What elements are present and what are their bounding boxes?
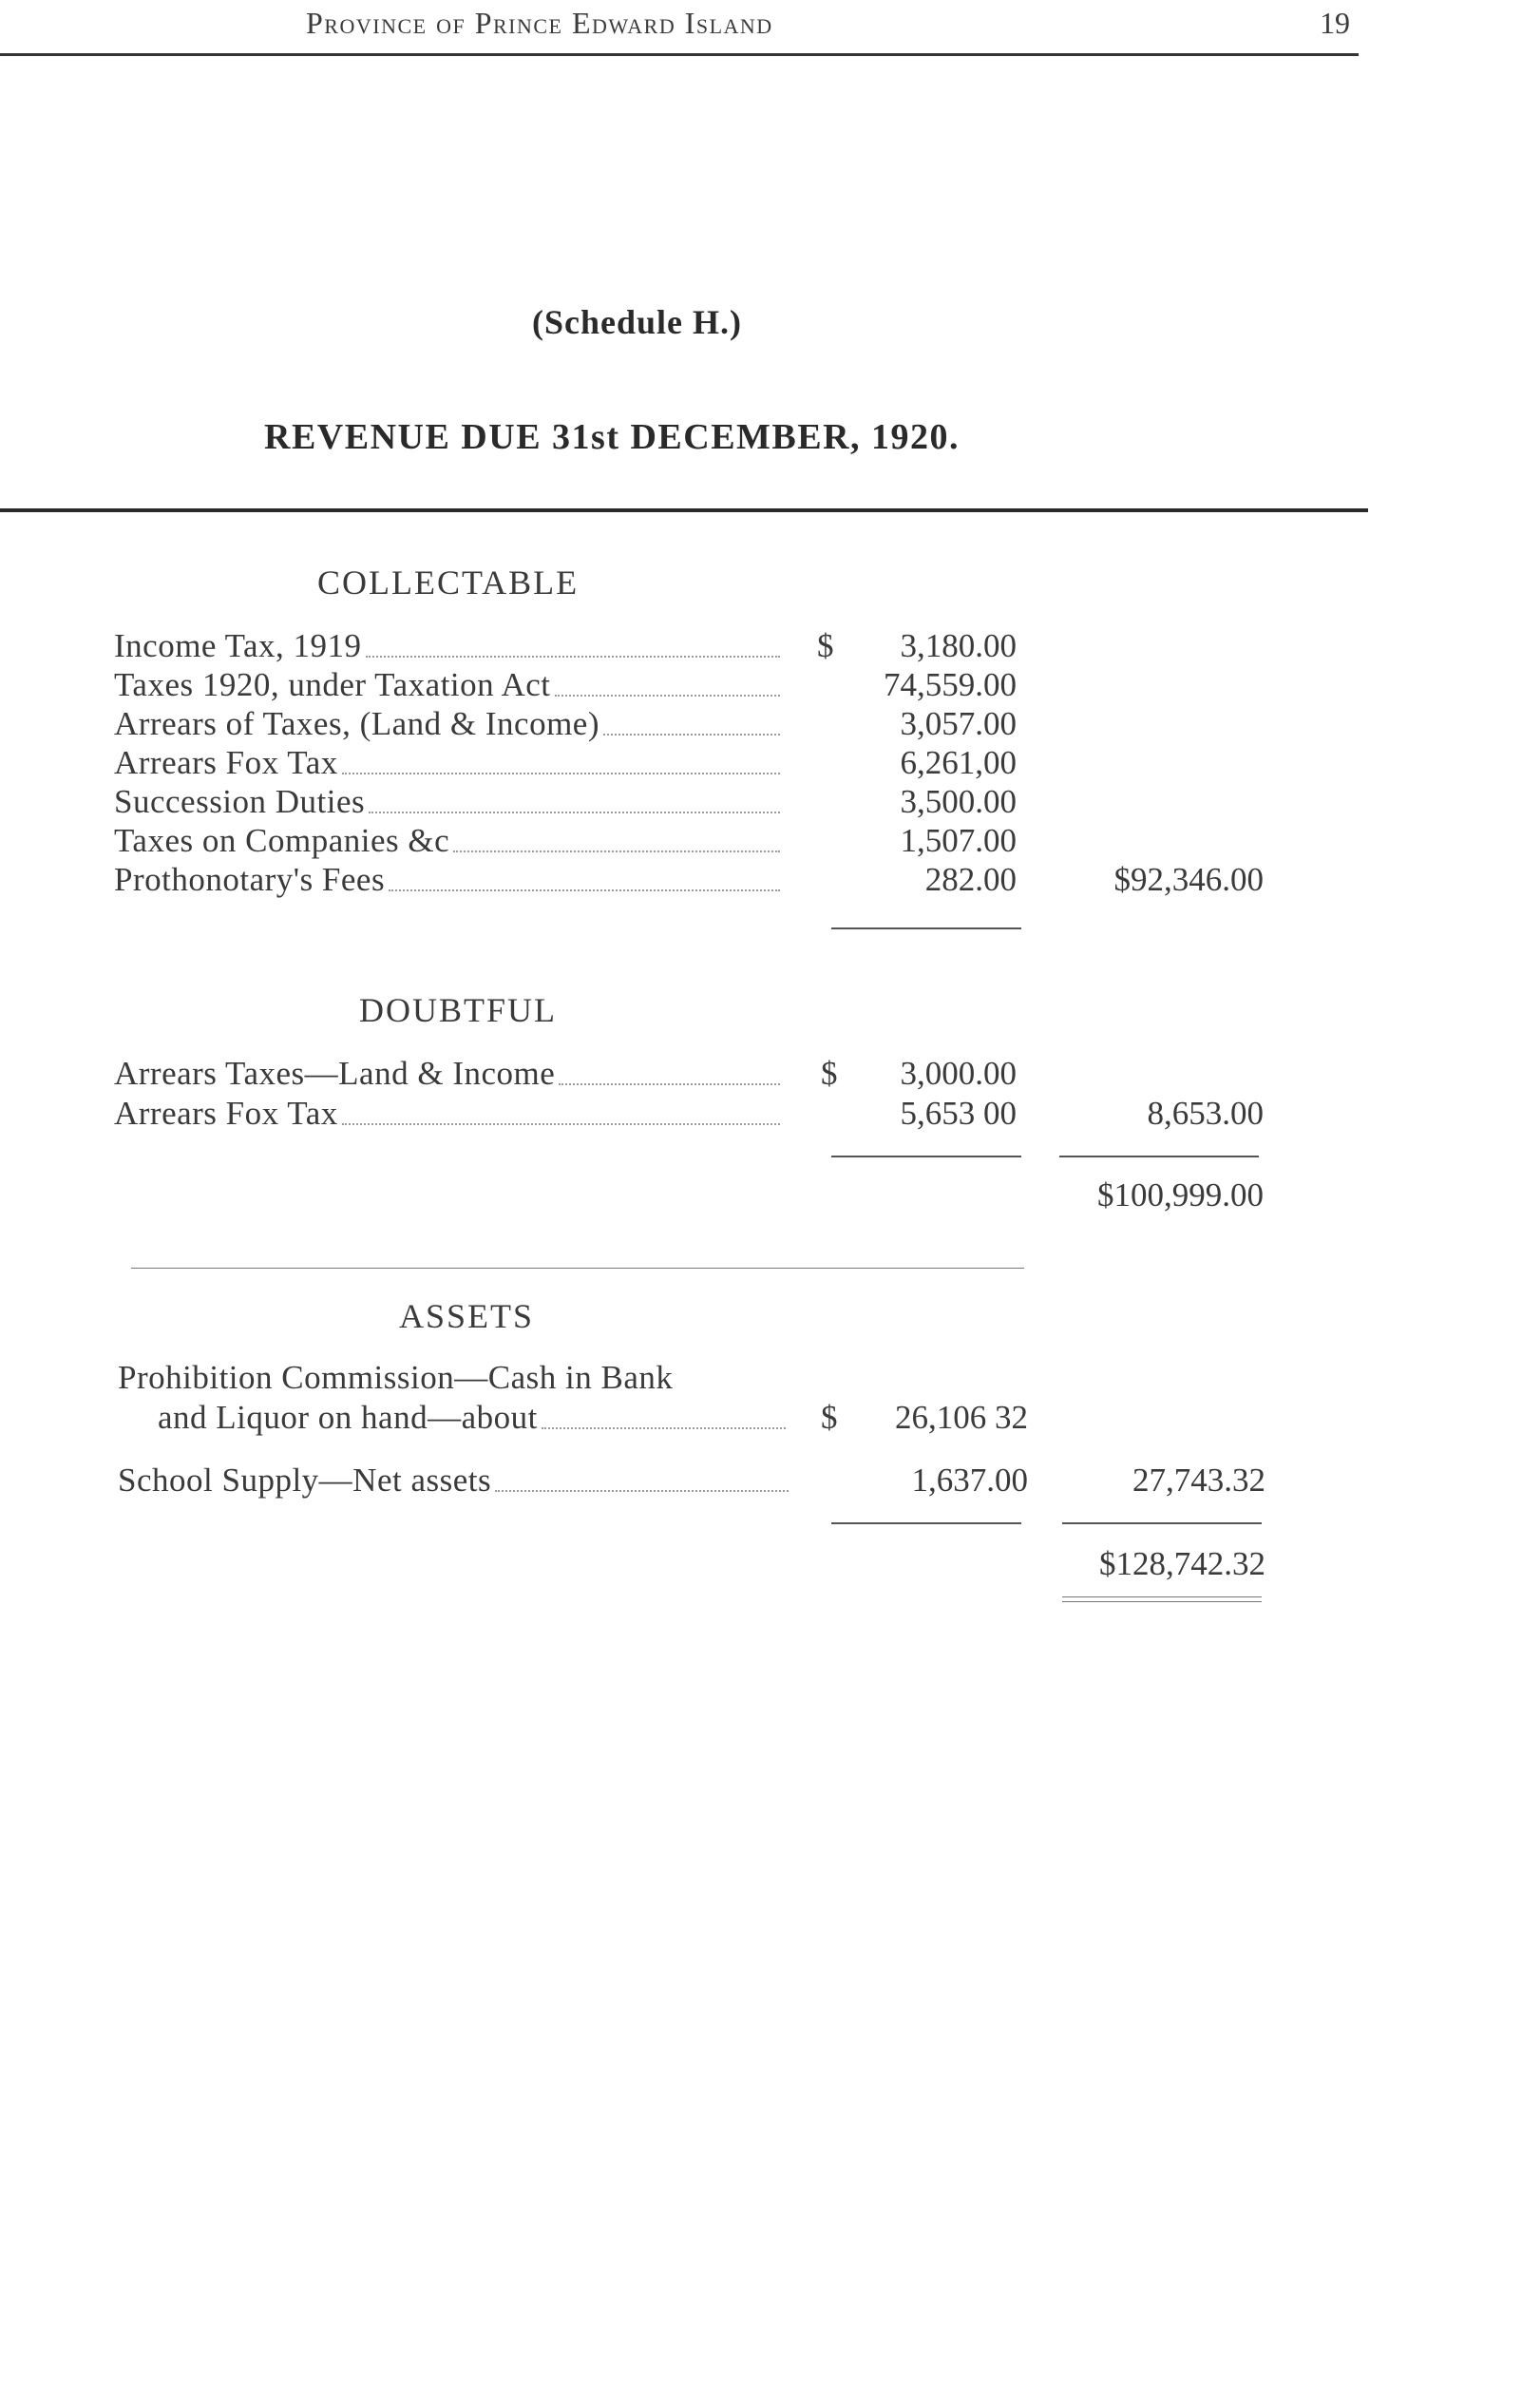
page-number: 19 [1320, 6, 1350, 40]
collectable-row-label: Taxes on Companies &c [114, 822, 784, 860]
running-total: $100,999.00 [1097, 1176, 1264, 1214]
assets-row-label-line2: and Liquor on hand—about [158, 1399, 790, 1437]
collectable-row-amount: 3,180.00 [900, 627, 1017, 664]
collectable-row-label: Prothonotary's Fees [114, 861, 784, 899]
doubtful-subtotal-rule [831, 1156, 1021, 1157]
collectable-row-amount: 3,057.00 [900, 705, 1017, 742]
assets-total-rule [1062, 1522, 1262, 1524]
title-rule [0, 508, 1368, 512]
doubtful-total: 8,653.00 [1147, 1095, 1264, 1132]
doubtful-row-amount: 5,653 00 [900, 1095, 1017, 1132]
collectable-heading: COLLECTABLE [317, 564, 580, 602]
assets-subtotal-rule [831, 1522, 1021, 1524]
assets-row-label-line1: Prohibition Commission—Cash in Bank [118, 1359, 674, 1396]
doubtful-total-rule [1059, 1156, 1259, 1157]
doubtful-dollar-sign: $ [821, 1055, 838, 1092]
collectable-dollar-sign: $ [817, 627, 834, 664]
assets-row-amount: 1,637.00 [911, 1462, 1028, 1499]
grand-total: $128,742.32 [1099, 1545, 1265, 1582]
collectable-row-label: Arrears Fox Tax [114, 744, 784, 782]
assets-total: 27,743.32 [1132, 1462, 1265, 1499]
collectable-row-amount: 74,559.00 [884, 666, 1017, 703]
collectable-row-label: Income Tax, 1919 [114, 627, 784, 665]
collectable-row-label: Arrears of Taxes, (Land & Income) [114, 705, 784, 743]
doubtful-row-label: Arrears Taxes—Land & Income [114, 1055, 784, 1093]
assets-row-label: School Supply—Net assets [118, 1462, 792, 1500]
collectable-row-amount: 1,507.00 [900, 822, 1017, 859]
collectable-total: $92,346.00 [1113, 861, 1264, 898]
collectable-row-label: Succession Duties [114, 783, 784, 821]
schedule-label: (Schedule H.) [532, 303, 743, 341]
doubtful-heading: DOUBTFUL [359, 991, 558, 1029]
doubtful-row-label: Arrears Fox Tax [114, 1095, 784, 1133]
collectable-row-label: Taxes 1920, under Taxation Act [114, 666, 784, 704]
page-title: REVENUE DUE 31st DECEMBER, 1920. [264, 417, 961, 457]
grand-total-rule-2 [1062, 1601, 1262, 1602]
collectable-row-amount: 6,261,00 [900, 744, 1017, 781]
collectable-row-amount: 282.00 [924, 861, 1017, 898]
section-divider-rule [131, 1268, 1024, 1269]
grand-total-rule-1 [1062, 1596, 1262, 1597]
collectable-row-amount: 3,500.00 [900, 783, 1017, 820]
assets-heading: ASSETS [399, 1297, 535, 1335]
assets-row-amount: 26,106 32 [895, 1399, 1028, 1436]
header-rule [0, 53, 1359, 56]
assets-dollar-sign: $ [821, 1399, 838, 1436]
running-header-title: Province of Prince Edward Island [306, 6, 773, 40]
collectable-subtotal-rule [831, 927, 1021, 929]
doubtful-row-amount: 3,000.00 [900, 1055, 1017, 1092]
